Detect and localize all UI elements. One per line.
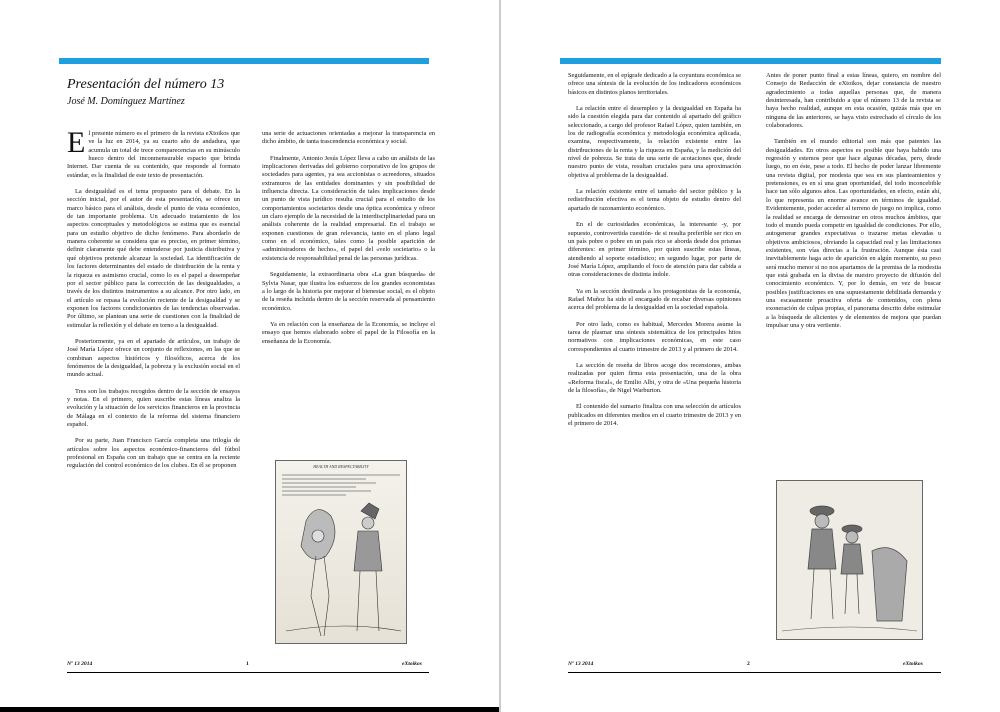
paragraph: Tres son los trabajos recogidos dentro de la sección de ensayos y notas. En el primero, quien suscribe estas líneas analiza la evolución y la situación de los servicios financieros en la provincia de Málaga en el contexto de la reforma del sistema financiero español.	[67, 387, 240, 428]
footer-page-number: 2	[747, 661, 750, 667]
paragraph: una serie de actuaciones orientadas a mejorar la transparencia en dicho ámbito, de tanta trascendencia económica y social.	[262, 130, 435, 146]
paragraph: En el de curiosidades económicas, la interesante -y, por supuesto, controvertida cuestión- de si resulta preferible ser rico en un país pobre o pobre en un país rico se aborda desde dos prismas diferentes: en primer término, por quien suscribe estas líneas, atendiendo al soporte estadístico; en segundo lugar, por parte de José María López, ampliando el foco de atención para dar cabida a otras consideraciones de distinta índole.	[568, 221, 741, 279]
illustration-drawing-icon	[276, 461, 406, 643]
paragraph: Seguidamente, en el epígrafe dedicado a la coyuntura económica se ofrece una síntesis de la evolución de los indicadores económicos básicos en distintos planos territoriales.	[568, 72, 741, 96]
footer-rule	[568, 672, 941, 673]
paragraph: La relación existente entre el tamaño del sector público y la redistribución efectiva es el tema objeto de estudio dentro del apartado de razonamiento económico.	[568, 188, 741, 212]
page-1	[0, 0, 499, 712]
paragraph: Por su parte, Juan Francisco García completa una trilogía de artículos sobre los aspectos económico-financieros del fútbol profesional en España con un trabajo que se centra en la reciente regulación del control económico de los clubes. En él se proponen	[67, 437, 240, 470]
paragraph: Ya en relación con la enseñanza de la Economía, se incluye el ensayo que hemos elaborado sobre el papel de la Filosofía en la enseñanza de la Economía.	[262, 320, 435, 345]
paragraph: Por otro lado, como es habitual, Mercedes Morera asume la tarea de plasmar una síntesis sistemática de los principales hitos normativos con implicaciones económicas, en este caso correspondientes al cuarto trimestre de 2013 y al primero de 2014.	[568, 320, 741, 353]
footer-rule	[67, 672, 429, 673]
photo-image	[776, 480, 923, 640]
footer-page-number: 1	[246, 661, 249, 667]
accent-bar	[560, 58, 941, 64]
paragraph: Antes de poner punto final a estas líneas, quiero, en nombre del Consejo de Redacción de eXtoikos, dejar constancia de nuestro agradecimiento a todas aquellas personas que, de manera desinteresada, han contribuido a que el número 13 de la revista se haya hecho realidad, aunque en esta ocasión, quizás más que en ninguna de las anteriores, se haya visto estrechado el círculo de los colaboradores.	[766, 72, 941, 130]
accent-bar	[59, 58, 429, 64]
footer-brand: eXtoikos	[402, 661, 422, 667]
paragraph: La sección de reseña de libros acoge dos recensiones, ambas realizadas por quien firma esta presentación, una de la obra «Reforma fiscal», de Emilio Albi, y otra de «Una pequeña historia de la filosofía», de Nigel Warburton.	[568, 361, 741, 394]
column-right	[262, 130, 435, 450]
paragraph: También en el mundo editorial son más que patentes las desigualdades. En otros aspectos es posible que haya habido una regresión y estemos peor que hace algunas décadas, pero, desde luego, no en éste, pese a todo. El hecho de poder lanzar libremente una revista digital, por modesta que sea en sus planteamientos y pretensiones, es en sí una gran oportunidad, del todo inconcebible hace tan sólo algunos años. Las oportunidades, en efecto, están ahí, lo que representa un enorme avance en términos de igualdad. Evidentemente, poder acceder al terreno de juego no implica, como la realidad se encarga de demostrar en otros muchos ámbitos, que todo el mundo pueda competir en igualdad de condiciones. Por ello, autogenerar grandes expectativas o trazarse metas elevadas u objetivos ambiciosos, obviando la capacidad real y las limitaciones existentes, son vías directas a la frustración. Aunque ésta casi inevitablemente haga acto de aparición en algún momento, su peso será mucho menor si no nos apartamos de la premisa de la modestia que está grabada en la divisa de nuestro proyecto de difusión del conocimiento económico. Y, por lo demás, en vez de buscar posibles justificaciones en una supuestamente debilitada demanda y una escasamente proactiva oferta de contenidos, con plena exoneración de culpas propias, el panorama descrito debe estimular a la búsqueda de alicientes y de elementos de mejora que puedan impulsar una y otra vertiente.	[766, 138, 941, 329]
footer-issue: Nº 13 2014	[67, 661, 93, 667]
page-bottom-bar	[0, 707, 499, 712]
paragraph: Posteriormente, ya en el apartado de artículos, un trabajo de José María López ofrece un conjunto de reflexiones, en las que se combinan aspectos históricos y filosóficos, acerca de los fenómenos de la desigualdad, la pobreza y la exclusión social en el mundo actual.	[67, 337, 240, 379]
paragraph: La desigualdad es el tema propuesto para el debate. En la sección inicial, por el autor de esta presentación, se ofrece un marco básico para el análisis, desde el punto de vista económico, de tan importante problema. Un adecuado tratamiento de los aspectos conceptuales y metodológicos se estima que es esencial para un estudio objetivo de dicho fenómeno. Para abordarlo de manera coherente se considera que es preciso, en primer término, definir claramente qué debe entenderse por justicia distributiva y qué objetivos pretende alcanzar la sociedad. La identificación de los factores determinantes del estado de distribución de la renta y la riqueza es asimismo crucial, como lo es el papel a desempeñar por el sector público para la corrección de las desigualdades, a través de los distintos instrumentos a su alcance. Por otro lado, en el artículo se repasa la evolución reciente de la desigualdad y se exponen los factores condicionantes de las tendencias observadas. Por último, se plantean una serie de cuestiones con la finalidad de estimular la reflexión y el debate en torno a la desigualdad.	[67, 188, 240, 329]
illustration-caption: HEALTH AND RESPECTABILITY	[313, 464, 369, 469]
footer-brand: eXtoikos	[903, 661, 923, 667]
footer-issue: Nº 13 2014	[568, 661, 594, 667]
page-2	[501, 0, 1000, 712]
article-title: Presentación del número 13	[67, 77, 225, 92]
photo-boys-icon	[777, 481, 922, 639]
paragraph: La relación entre el desempleo y la desigualdad en España ha sido la cuestión elegida para dar contenido al apartado del gráfico seleccionado, a cargo del profesor Rafael López, quien también, en los de radiografía económica y metodología económica aplicada, examina, respectivamente, la relación existente entre las distribuciones de la renta y la riqueza en España, y la medición del nivel de pobreza. Se trata de una serie de acotaciones que, desde nuestro punto de vista, resultan cruciales para una aproximación objetiva al problema de la desigualdad.	[568, 105, 741, 179]
column-left	[67, 130, 240, 650]
paragraph: Seguidamente, la extraordinaria obra «La gran búsqueda» de Sylvia Nasar, que ilustra los esfuerzos de los grandes economistas a lo largo de la historia por mejorar el bienestar social, es el objeto de la reseña incluida dentro de la sección reservada al pensamiento económico.	[262, 271, 435, 312]
paragraph: Finalmente, Antonio Jesús López lleva a cabo un análisis de las implicaciones derivadas del gobierno corporativo de los grupos de sociedades para agentes, ya sea accionistas o acreedores, situados extramuros de las entidades dominantes y sin posibilidad de influencia directa. La consideración de tales implicaciones desde un punto de vista jurídico resulta crucial para el estudio de los comportamientos societarios desde una óptica económica y ofrece un claro ejemplo de la necesidad de la interdisciplinariedad para un análisis coherente de la realidad empresarial. En el trabajo se exponen cuestiones de gran relevancia, tanto en el plano legal como en el económico, tales como la posible aparición de «administradores de hecho», el papel del «velo societario» o la existencia de responsabilidad penal de las personas jurídicas.	[262, 154, 435, 262]
illustration-image	[275, 460, 407, 644]
paragraph: Ya en la sección destinada a los protagonistas de la economía, Rafael Muñoz ha sido el encargado de recabar diversas opiniones acerca del problema de la desigualdad en la sociedad española.	[568, 287, 741, 312]
paragraph: El presente número es el primero de la revista eXtoikos que ve la luz en 2014, ya su cuarto año de andadura, que acumula un total de trece comparecencias en su minúsculo hueco dentro del inconmensurable espacio que brinda Internet. Dar cuenta de su contenido, que responde al formato estándar, es la finalidad de este texto de presentación.	[67, 130, 240, 179]
drop-cap: E	[67, 130, 86, 159]
column-left	[568, 72, 741, 652]
article-author: José M. Domínguez Martínez	[67, 96, 185, 107]
paragraph: El contenido del sumario finaliza con una selección de artículos publicados en diferentes medios en el cuarto trimestre de 2013 y en el primero de 2014.	[568, 403, 741, 428]
column-right	[766, 72, 941, 472]
